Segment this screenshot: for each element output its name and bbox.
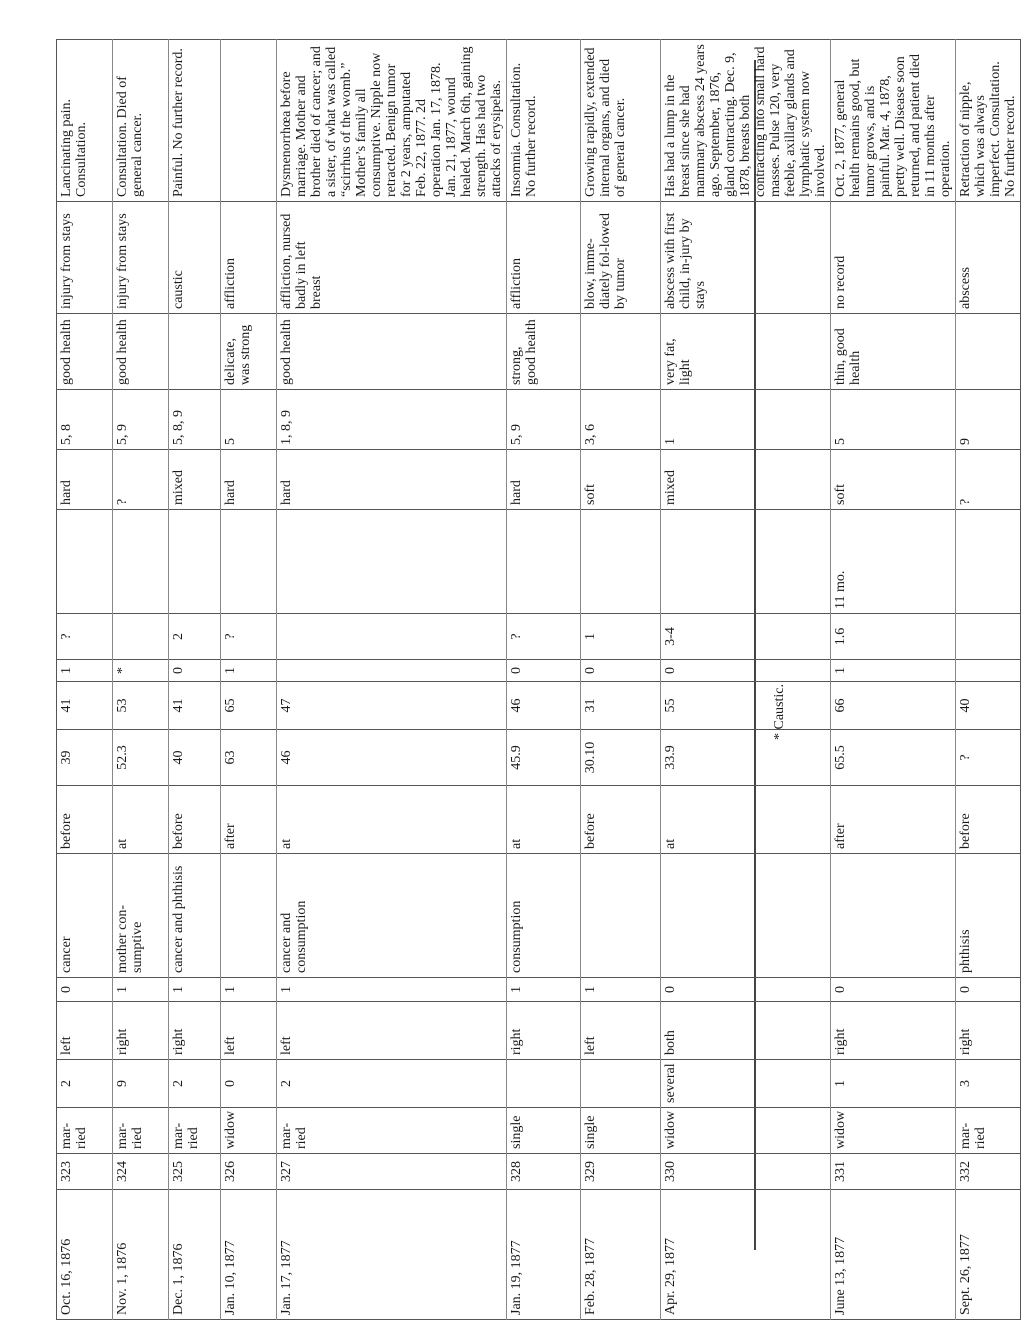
cell-consistency: hard <box>507 450 581 510</box>
cell-remarks: Painful. No further record. <box>169 40 221 202</box>
cell-date: Jan. 10, 1877 <box>221 1190 277 1320</box>
cell-age: ? <box>956 730 1021 786</box>
cell-date: Sept. 26, 1877 <box>956 1190 1021 1320</box>
cell-heredity: mother con-sumptive <box>113 854 169 978</box>
cell-cause: blow, imme-diately fol-lowed by tumor <box>581 202 661 314</box>
cell-health: strong, good health <box>507 314 581 390</box>
cell-age-onset: 31 <box>581 682 661 730</box>
cell-duration: 1 <box>581 614 661 660</box>
cell-duration <box>956 614 1021 660</box>
cell-age: 30.10 <box>581 730 661 786</box>
cell-side: left <box>581 1002 661 1060</box>
cell-children: 2 <box>169 1060 221 1108</box>
table-row <box>956 40 1021 1320</box>
cell-menopause: at <box>113 786 169 854</box>
cell-cause: affliction <box>507 202 581 314</box>
cell-cause: affliction <box>221 202 277 314</box>
cell-consistency: soft <box>581 450 661 510</box>
cell-consistency: ? <box>113 450 169 510</box>
cell-case-number: 325 <box>169 1154 221 1190</box>
cell-duration: ? <box>507 614 581 660</box>
cell-count: 0 <box>57 978 113 1002</box>
footnote-text: * Caustic. <box>772 684 787 740</box>
cell-date: Jan. 19, 1877 <box>507 1190 581 1320</box>
cell-duration: ? <box>57 614 113 660</box>
cell-side: left <box>221 1002 277 1060</box>
cell-glands: 5 <box>831 390 956 450</box>
cell-glands: 5, 8, 9 <box>169 390 221 450</box>
cell-interval <box>221 510 277 614</box>
cell-case-number: 328 <box>507 1154 581 1190</box>
cell-children <box>581 1060 661 1108</box>
cell-remarks: Growing rapidly, extended internal organs, and died of general cancer. <box>581 40 661 202</box>
cell-children: 9 <box>113 1060 169 1108</box>
cell-duration: 2 <box>169 614 221 660</box>
cell-age-onset: 41 <box>57 682 113 730</box>
cell-date: Oct. 16, 1876 <box>57 1190 113 1320</box>
case-table-rotated <box>56 40 1018 1320</box>
cell-count: 0 <box>661 978 831 1002</box>
cell-count: 1 <box>581 978 661 1002</box>
cell-heredity: consumption <box>507 854 581 978</box>
table-row <box>831 40 956 1320</box>
cell-date: Feb. 28, 1877 <box>581 1190 661 1320</box>
cell-interval <box>581 510 661 614</box>
cell-date: Jan. 17, 1877 <box>277 1190 507 1320</box>
cell-side: right <box>956 1002 1021 1060</box>
cell-menopause: after <box>831 786 956 854</box>
cell-age: 45.9 <box>507 730 581 786</box>
cell-remarks: Dysmenorrhœa before marriage. Mother and brother died of cancer; and a sister, of what was called “scirrhus of the womb.” Mother’s family all consumptive. Nipple now retracted. Benign tumor for 2 years, amputated Feb. 22, 1877. 2d operation Jan. 17, 1878. Jan. 21, 1877, wound healed. March 6th, gaining strength. Has had two attacks of erysipelas. <box>277 40 507 202</box>
cell-date: Dec. 1, 1876 <box>169 1190 221 1320</box>
cell-cause: no record <box>831 202 956 314</box>
cell-age-onset: 41 <box>169 682 221 730</box>
cell-menopause: before <box>581 786 661 854</box>
cell-side: left <box>277 1002 507 1060</box>
cell-age-onset: 53 <box>113 682 169 730</box>
cell-case-number: 330 <box>661 1154 831 1190</box>
cell-health: thin, good health <box>831 314 956 390</box>
cell-interval: 11 mo. <box>831 510 956 614</box>
cell-health: very fat, light <box>661 314 831 390</box>
cell-consistency: hard <box>57 450 113 510</box>
cell-mark <box>956 660 1021 682</box>
cell-civil-state: mar-ried <box>277 1108 507 1154</box>
cell-remarks: Retraction of nipple, which was always imperfect. Consultation. No further record. <box>956 40 1021 202</box>
cell-date: Nov. 1, 1876 <box>113 1190 169 1320</box>
cell-children <box>507 1060 581 1108</box>
table-row <box>169 40 221 1320</box>
cell-glands: 9 <box>956 390 1021 450</box>
cell-heredity <box>221 854 277 978</box>
cell-heredity <box>581 854 661 978</box>
table-row <box>507 40 581 1320</box>
cell-count: 1 <box>277 978 507 1002</box>
cell-case-number: 326 <box>221 1154 277 1190</box>
cell-glands: 1 <box>661 390 831 450</box>
cell-side: left <box>57 1002 113 1060</box>
cell-remarks: Has had a lump in the breast since she had mammary abscess 24 years ago. September, 1876, gland contracting. Dec. 9, 1878, breasts both contracting into small hard masses. Pulse 120, very feeble, axillary glands and lymphatic system now involved. <box>661 40 831 202</box>
cell-duration: 3-4 <box>661 614 831 660</box>
cell-health: good health <box>57 314 113 390</box>
table-row <box>221 40 277 1320</box>
cell-civil-state: single <box>507 1108 581 1154</box>
cell-age: 52.3 <box>113 730 169 786</box>
cell-interval <box>169 510 221 614</box>
cell-remarks: Oct. 2, 1877, general health remains good, but tumor grows, and is painful. Mar. 4, 1878, pretty well. Disease soon returned, and patient died in 11 months after operation. <box>831 40 956 202</box>
cell-case-number: 332 <box>956 1154 1021 1190</box>
cell-duration <box>277 614 507 660</box>
cell-side: both <box>661 1002 831 1060</box>
cell-health: good health <box>277 314 507 390</box>
cell-count: 0 <box>831 978 956 1002</box>
cell-age: 39 <box>57 730 113 786</box>
cell-civil-state: mar-ried <box>169 1108 221 1154</box>
cell-age-onset: 66 <box>831 682 956 730</box>
cell-consistency: mixed <box>169 450 221 510</box>
cell-interval <box>956 510 1021 614</box>
cell-civil-state: single <box>581 1108 661 1154</box>
cell-interval <box>661 510 831 614</box>
cell-age: 46 <box>277 730 507 786</box>
cell-children: 0 <box>221 1060 277 1108</box>
cell-case-number: 329 <box>581 1154 661 1190</box>
cell-side: right <box>169 1002 221 1060</box>
cell-consistency: soft <box>831 450 956 510</box>
cell-side: right <box>831 1002 956 1060</box>
cell-interval <box>277 510 507 614</box>
cell-cause: injury from stays <box>57 202 113 314</box>
table-row <box>581 40 661 1320</box>
cell-remarks <box>221 40 277 202</box>
cell-menopause: at <box>507 786 581 854</box>
cell-mark: 1 <box>831 660 956 682</box>
cell-date: June 13, 1877 <box>831 1190 956 1320</box>
cell-health: delicate, was strong <box>221 314 277 390</box>
cell-age-onset: 46 <box>507 682 581 730</box>
cell-remarks: Consultation. Died of general cancer. <box>113 40 169 202</box>
cell-count: 1 <box>221 978 277 1002</box>
cell-health <box>956 314 1021 390</box>
cell-civil-state: mar-ried <box>113 1108 169 1154</box>
cell-consistency: mixed <box>661 450 831 510</box>
cell-heredity <box>831 854 956 978</box>
table-row <box>277 40 507 1320</box>
cell-date: Apr. 29, 1877 <box>661 1190 831 1320</box>
cell-age-onset: 65 <box>221 682 277 730</box>
cell-mark <box>277 660 507 682</box>
cell-children: 2 <box>277 1060 507 1108</box>
cell-civil-state: widow <box>221 1108 277 1154</box>
cell-health: good health <box>113 314 169 390</box>
table-row <box>661 40 831 1320</box>
cell-mark: 1 <box>57 660 113 682</box>
cell-cause: caustic <box>169 202 221 314</box>
cell-interval <box>113 510 169 614</box>
cell-count: 1 <box>507 978 581 1002</box>
cell-side: right <box>113 1002 169 1060</box>
cell-count: 1 <box>169 978 221 1002</box>
cell-remarks: Lancinating pain. Consultation. <box>57 40 113 202</box>
cell-health <box>169 314 221 390</box>
cell-civil-state: mar-ried <box>956 1108 1021 1154</box>
cell-glands: 1, 8, 9 <box>277 390 507 450</box>
cell-heredity: cancer <box>57 854 113 978</box>
cell-menopause: before <box>956 786 1021 854</box>
cell-glands: 3, 6 <box>581 390 661 450</box>
table-row <box>57 40 113 1320</box>
cell-case-number: 331 <box>831 1154 956 1190</box>
cell-remarks: Insomnia. Consultation. No further record. <box>507 40 581 202</box>
cell-case-number: 324 <box>113 1154 169 1190</box>
cell-consistency: hard <box>277 450 507 510</box>
cell-age: 65.5 <box>831 730 956 786</box>
case-table <box>56 39 1021 1320</box>
cell-civil-state: widow <box>831 1108 956 1154</box>
cell-age: 63 <box>221 730 277 786</box>
cell-mark: 1 <box>221 660 277 682</box>
cell-age-onset: 55 <box>661 682 831 730</box>
cell-count: 1 <box>113 978 169 1002</box>
cell-consistency: hard <box>221 450 277 510</box>
cell-cause: abscess with first child, in-jury by stays <box>661 202 831 314</box>
cell-count: 0 <box>956 978 1021 1002</box>
cell-civil-state: mar-ried <box>57 1108 113 1154</box>
cell-mark: 0 <box>581 660 661 682</box>
cell-glands: 5, 8 <box>57 390 113 450</box>
cell-age: 40 <box>169 730 221 786</box>
cell-case-number: 327 <box>277 1154 507 1190</box>
cell-cause: injury from stays <box>113 202 169 314</box>
cell-glands: 5 <box>221 390 277 450</box>
cell-glands: 5, 9 <box>113 390 169 450</box>
cell-cause: abscess <box>956 202 1021 314</box>
cell-health <box>581 314 661 390</box>
cell-age: 33.9 <box>661 730 831 786</box>
cell-interval <box>507 510 581 614</box>
cell-heredity: phthisis <box>956 854 1021 978</box>
cell-duration: ? <box>221 614 277 660</box>
cell-mark: 0 <box>169 660 221 682</box>
cell-heredity: cancer and phthisis <box>169 854 221 978</box>
cell-duration <box>113 614 169 660</box>
cell-case-number: 323 <box>57 1154 113 1190</box>
cell-duration: 1.6 <box>831 614 956 660</box>
cell-heredity <box>661 854 831 978</box>
cell-mark: 0 <box>661 660 831 682</box>
cell-heredity: cancer and consumption <box>277 854 507 978</box>
cell-age-onset: 47 <box>277 682 507 730</box>
cell-menopause: before <box>169 786 221 854</box>
cell-menopause: before <box>57 786 113 854</box>
cell-children: 3 <box>956 1060 1021 1108</box>
cell-children: 1 <box>831 1060 956 1108</box>
cell-consistency: ? <box>956 450 1021 510</box>
cell-menopause: after <box>221 786 277 854</box>
cell-glands: 5, 9 <box>507 390 581 450</box>
table-row <box>113 40 169 1320</box>
cell-children: several <box>661 1060 831 1108</box>
cell-side: right <box>507 1002 581 1060</box>
cell-age-onset: 40 <box>956 682 1021 730</box>
cell-civil-state: widow <box>661 1108 831 1154</box>
cell-menopause: at <box>661 786 831 854</box>
cell-interval <box>57 510 113 614</box>
cell-mark: 0 <box>507 660 581 682</box>
cell-cause: affliction, nursed badly in left breast <box>277 202 507 314</box>
cell-mark: * <box>113 660 169 682</box>
cell-children: 2 <box>57 1060 113 1108</box>
cell-menopause: at <box>277 786 507 854</box>
